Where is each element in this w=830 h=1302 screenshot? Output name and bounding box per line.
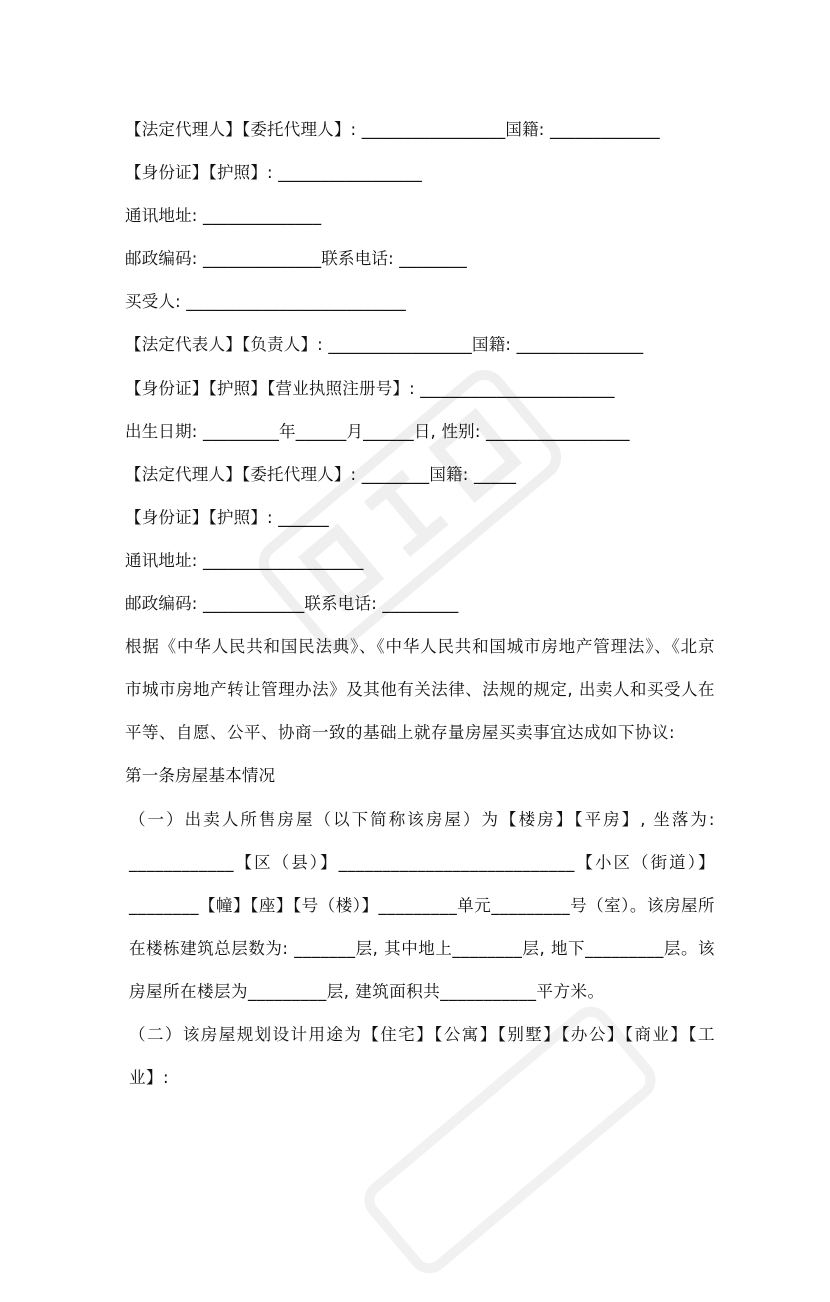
document-body (125, 108, 715, 1099)
buyer-id-license-line: 【身份证】【护照】【营业执照注册号】: _______________________ (125, 378, 615, 398)
buyer-birth-gender-line: 出生日期: _________年______月______日, 性别: _________________ (125, 421, 630, 441)
seller-postcode-phone-line: 邮政编码: ______________联系电话: ________ (125, 249, 467, 269)
buyer-address-line: 通讯地址: ___________________ (125, 550, 364, 570)
clause-one-paragraph: （一）出卖人所售房屋（以下简称该房屋）为【楼房】【平房】, 坐落为: ____________【区（县）】___________________________【小区（街道）】________【幢】【座】【号（楼）】_________单元_________号（室）。该房屋所在楼栋建筑总层数为: _______层, 其中地上________层, 地下_________层。该房屋所在楼层为_________层, 建筑面积共___________平方米。 (129, 809, 715, 1001)
agent-name-nationality-line: 【法定代理人】【委托代理人】: _________________国籍: _____________ (125, 120, 660, 139)
seller-address-line: 通讯地址: ______________ (125, 206, 322, 226)
buyer-postcode-phone-line: 邮政编码: ____________联系电话: _________ (125, 594, 459, 614)
legal-basis-paragraph: 根据《中华人民共和国民法典》、《中华人民共和国城市房地产管理法》、《北京市城市房地产转让管理办法》及其他有关法律、法规的规定, 出卖人和买受人在平等、自愿、公平、协商一致的基础上就存量房屋买卖事宜达成如下协议: (125, 637, 715, 743)
article-one-title: 第一条房屋基本情况 (125, 766, 276, 786)
agent-id-line: 【身份证】【护照】: _________________ (125, 163, 422, 183)
buyer-representative-line: 【法定代表人】【负责人】: _________________国籍: _______________ (125, 335, 644, 355)
buyer-agent-id-line: 【身份证】【护照】: ______ (125, 507, 329, 527)
clause-two-paragraph: （二）该房屋规划设计用途为【住宅】【公寓】【别墅】【办公】【商业】【工业】: (129, 1024, 715, 1088)
buyer-line: 买受人: __________________________ (125, 292, 407, 312)
buyer-agent-line: 【法定代理人】【委托代理人】: ________国籍: _____ (125, 464, 517, 484)
